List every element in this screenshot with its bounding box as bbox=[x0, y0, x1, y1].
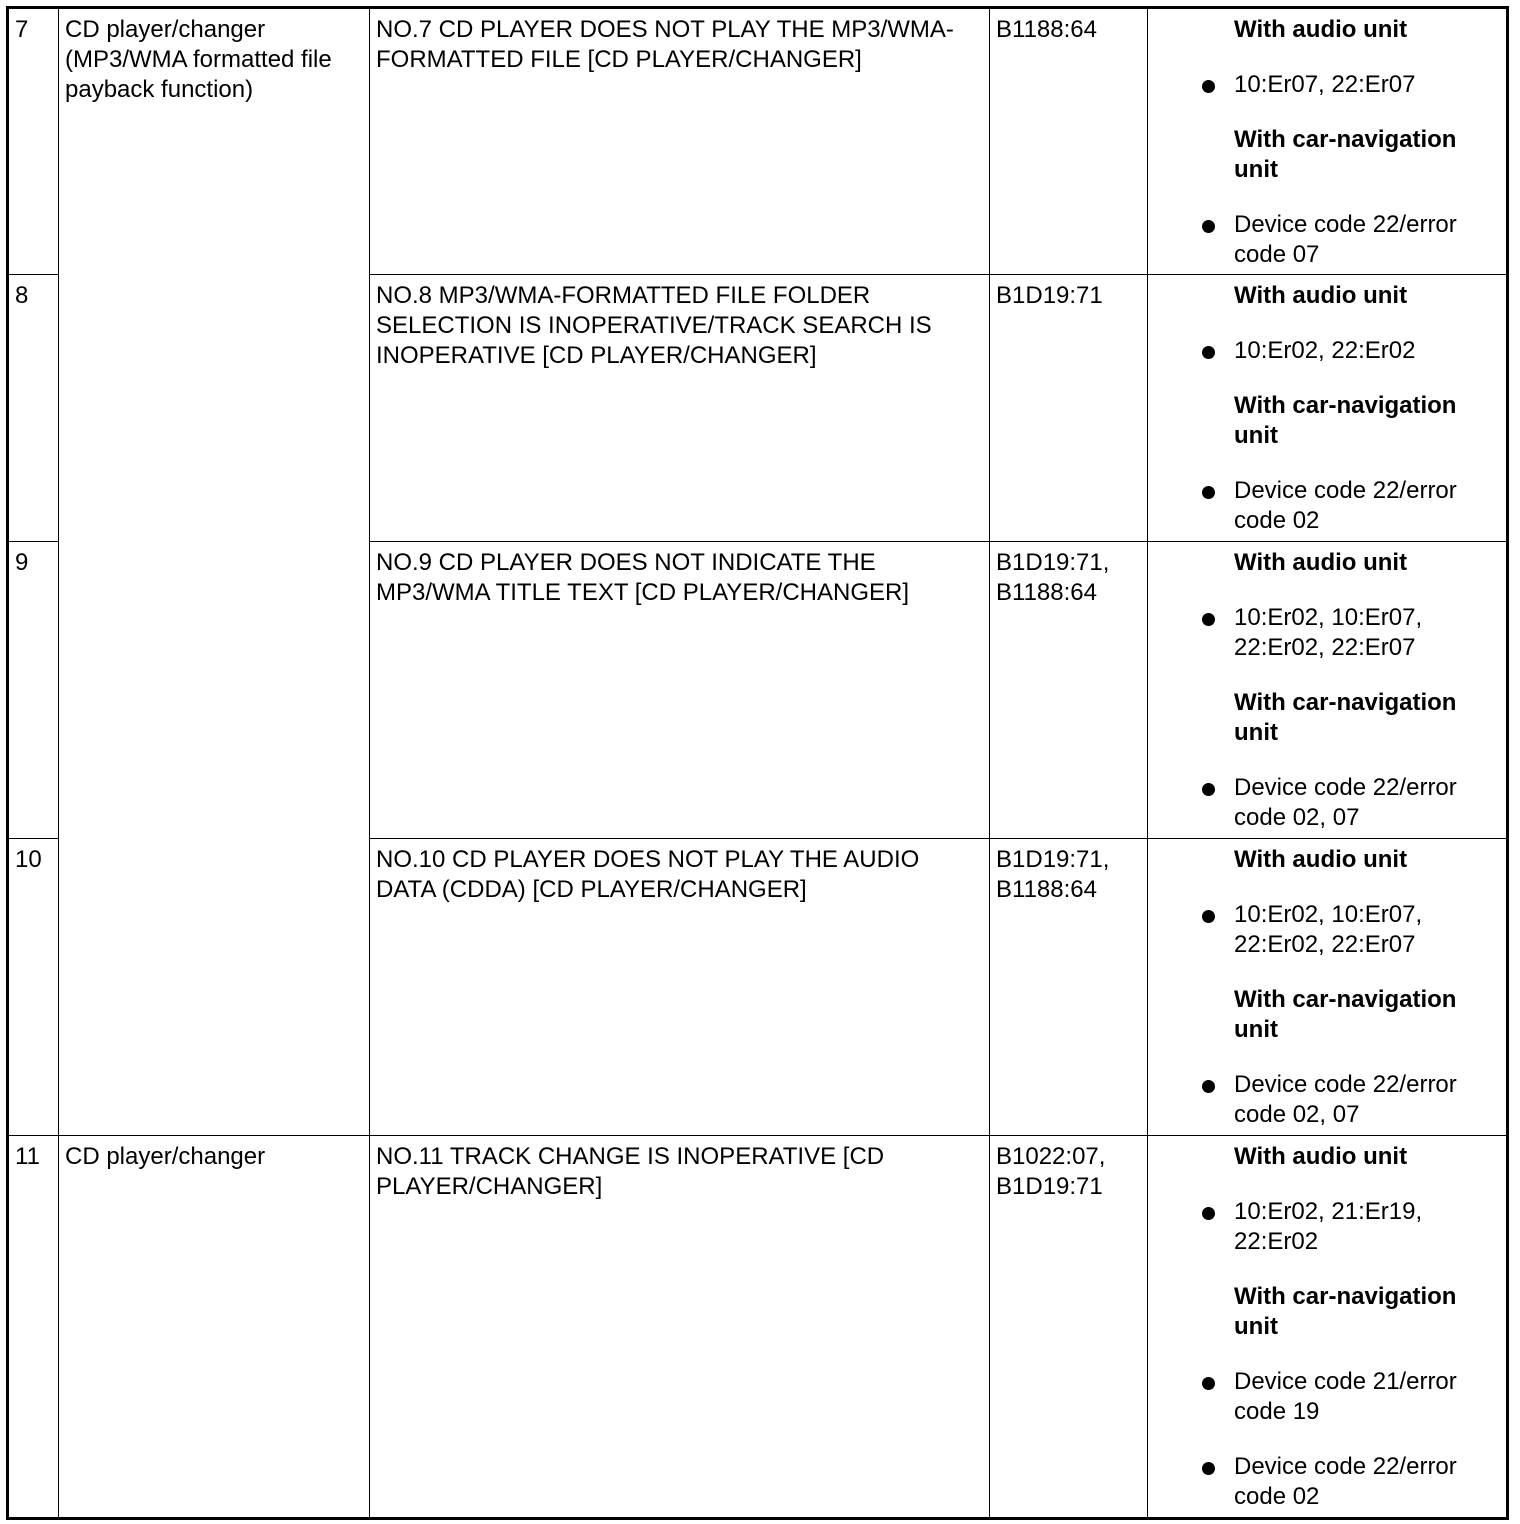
list-item bbox=[1234, 603, 1500, 663]
bullet-icon bbox=[1202, 346, 1215, 359]
bullet-icon bbox=[1202, 1080, 1215, 1093]
audio-unit-code: 10:Er02, 21:Er19, 22:Er02 bbox=[1234, 1198, 1423, 1255]
navigation-unit-code: Device code 22/error code 02 bbox=[1234, 1453, 1457, 1510]
navigation-unit-code: Device code 22/error code 02, 07 bbox=[1234, 1071, 1457, 1128]
list-item bbox=[1234, 900, 1500, 960]
display-code-cell bbox=[1148, 839, 1508, 1136]
list-item bbox=[1234, 210, 1500, 270]
row-number: 11 bbox=[8, 1136, 59, 1519]
dtc-code: B1188:64 bbox=[996, 16, 1097, 43]
list-item bbox=[1234, 476, 1500, 536]
table-row bbox=[8, 1136, 1508, 1519]
list-item bbox=[1234, 773, 1500, 833]
audio-unit-code: 10:Er07, 22:Er07 bbox=[1234, 71, 1416, 98]
dtc-code: B1D19:71 bbox=[996, 282, 1103, 309]
bullet-icon bbox=[1202, 1377, 1215, 1390]
dtc-cell bbox=[990, 275, 1148, 542]
trouble-symptom: NO.8 MP3/WMA-FORMATTED FILE FOLDER SELECTION IS INOPERATIVE/TRACK SEARCH IS INOPERATIVE [CD PLAYER/CHANGER] bbox=[370, 275, 990, 542]
trouble-symptom: NO.7 CD PLAYER DOES NOT PLAY THE MP3/WMA-FORMATTED FILE [CD PLAYER/CHANGER] bbox=[370, 8, 990, 275]
navigation-unit-code: Device code 21/error code 19 bbox=[1234, 1368, 1457, 1425]
display-code-cell bbox=[1148, 1136, 1508, 1519]
display-code-cell bbox=[1148, 542, 1508, 839]
audio-unit-code: 10:Er02, 22:Er02 bbox=[1234, 337, 1416, 364]
dtc-code: B1D19:71, bbox=[996, 846, 1110, 873]
list-item bbox=[1234, 336, 1500, 366]
bullet-icon bbox=[1202, 220, 1215, 233]
dtc-cell bbox=[990, 839, 1148, 1136]
row-number: 9 bbox=[8, 542, 59, 839]
list-item bbox=[1234, 1452, 1500, 1512]
display-code-cell bbox=[1148, 275, 1508, 542]
system-cell: CD player/changer (MP3/WMA formatted file payback function) bbox=[59, 8, 370, 1136]
troubleshooting-table bbox=[6, 6, 1509, 1520]
display-code-cell bbox=[1148, 8, 1508, 275]
row-number: 7 bbox=[8, 8, 59, 275]
audio-unit-code: 10:Er02, 10:Er07, 22:Er02, 22:Er07 bbox=[1234, 604, 1423, 661]
audio-unit-code: 10:Er02, 10:Er07, 22:Er02, 22:Er07 bbox=[1234, 901, 1423, 958]
dtc-code: B1D19:71, bbox=[996, 549, 1110, 576]
audio-unit-heading: With audio unit bbox=[1234, 16, 1408, 43]
list-item bbox=[1234, 1367, 1500, 1427]
navigation-unit-heading: With car-navigation unit bbox=[1234, 126, 1457, 183]
bullet-icon bbox=[1202, 783, 1215, 796]
dtc-code: B1D19:71 bbox=[996, 1173, 1103, 1200]
dtc-code: B1022:07, bbox=[996, 1143, 1106, 1170]
trouble-symptom: NO.9 CD PLAYER DOES NOT INDICATE THE MP3/WMA TITLE TEXT [CD PLAYER/CHANGER] bbox=[370, 542, 990, 839]
navigation-unit-code: Device code 22/error code 02, 07 bbox=[1234, 774, 1457, 831]
navigation-unit-heading: With car-navigation unit bbox=[1234, 986, 1457, 1043]
list-item bbox=[1234, 70, 1500, 100]
table-row bbox=[8, 8, 1508, 275]
dtc-cell bbox=[990, 542, 1148, 839]
list-item bbox=[1234, 1197, 1500, 1257]
navigation-unit-heading: With car-navigation unit bbox=[1234, 689, 1457, 746]
dtc-cell bbox=[990, 1136, 1148, 1519]
bullet-icon bbox=[1202, 80, 1215, 93]
row-number: 8 bbox=[8, 275, 59, 542]
audio-unit-heading: With audio unit bbox=[1234, 846, 1408, 873]
bullet-icon bbox=[1202, 1207, 1215, 1220]
audio-unit-heading: With audio unit bbox=[1234, 1143, 1408, 1170]
navigation-unit-heading: With car-navigation unit bbox=[1234, 392, 1457, 449]
bullet-icon bbox=[1202, 910, 1215, 923]
list-item bbox=[1234, 1070, 1500, 1130]
bullet-icon bbox=[1202, 486, 1215, 499]
navigation-unit-code: Device code 22/error code 02 bbox=[1234, 477, 1457, 534]
navigation-unit-code: Device code 22/error code 07 bbox=[1234, 211, 1457, 268]
navigation-unit-heading: With car-navigation unit bbox=[1234, 1283, 1457, 1340]
bullet-icon bbox=[1202, 1462, 1215, 1475]
trouble-symptom: NO.10 CD PLAYER DOES NOT PLAY THE AUDIO DATA (CDDA) [CD PLAYER/CHANGER] bbox=[370, 839, 990, 1136]
dtc-code: B1188:64 bbox=[996, 876, 1097, 903]
bullet-icon bbox=[1202, 613, 1215, 626]
trouble-symptom: NO.11 TRACK CHANGE IS INOPERATIVE [CD PLAYER/CHANGER] bbox=[370, 1136, 990, 1519]
audio-unit-heading: With audio unit bbox=[1234, 282, 1408, 309]
row-number: 10 bbox=[8, 839, 59, 1136]
dtc-cell bbox=[990, 8, 1148, 275]
system-cell: CD player/changer bbox=[59, 1136, 370, 1519]
audio-unit-heading: With audio unit bbox=[1234, 549, 1408, 576]
dtc-code: B1188:64 bbox=[996, 579, 1097, 606]
